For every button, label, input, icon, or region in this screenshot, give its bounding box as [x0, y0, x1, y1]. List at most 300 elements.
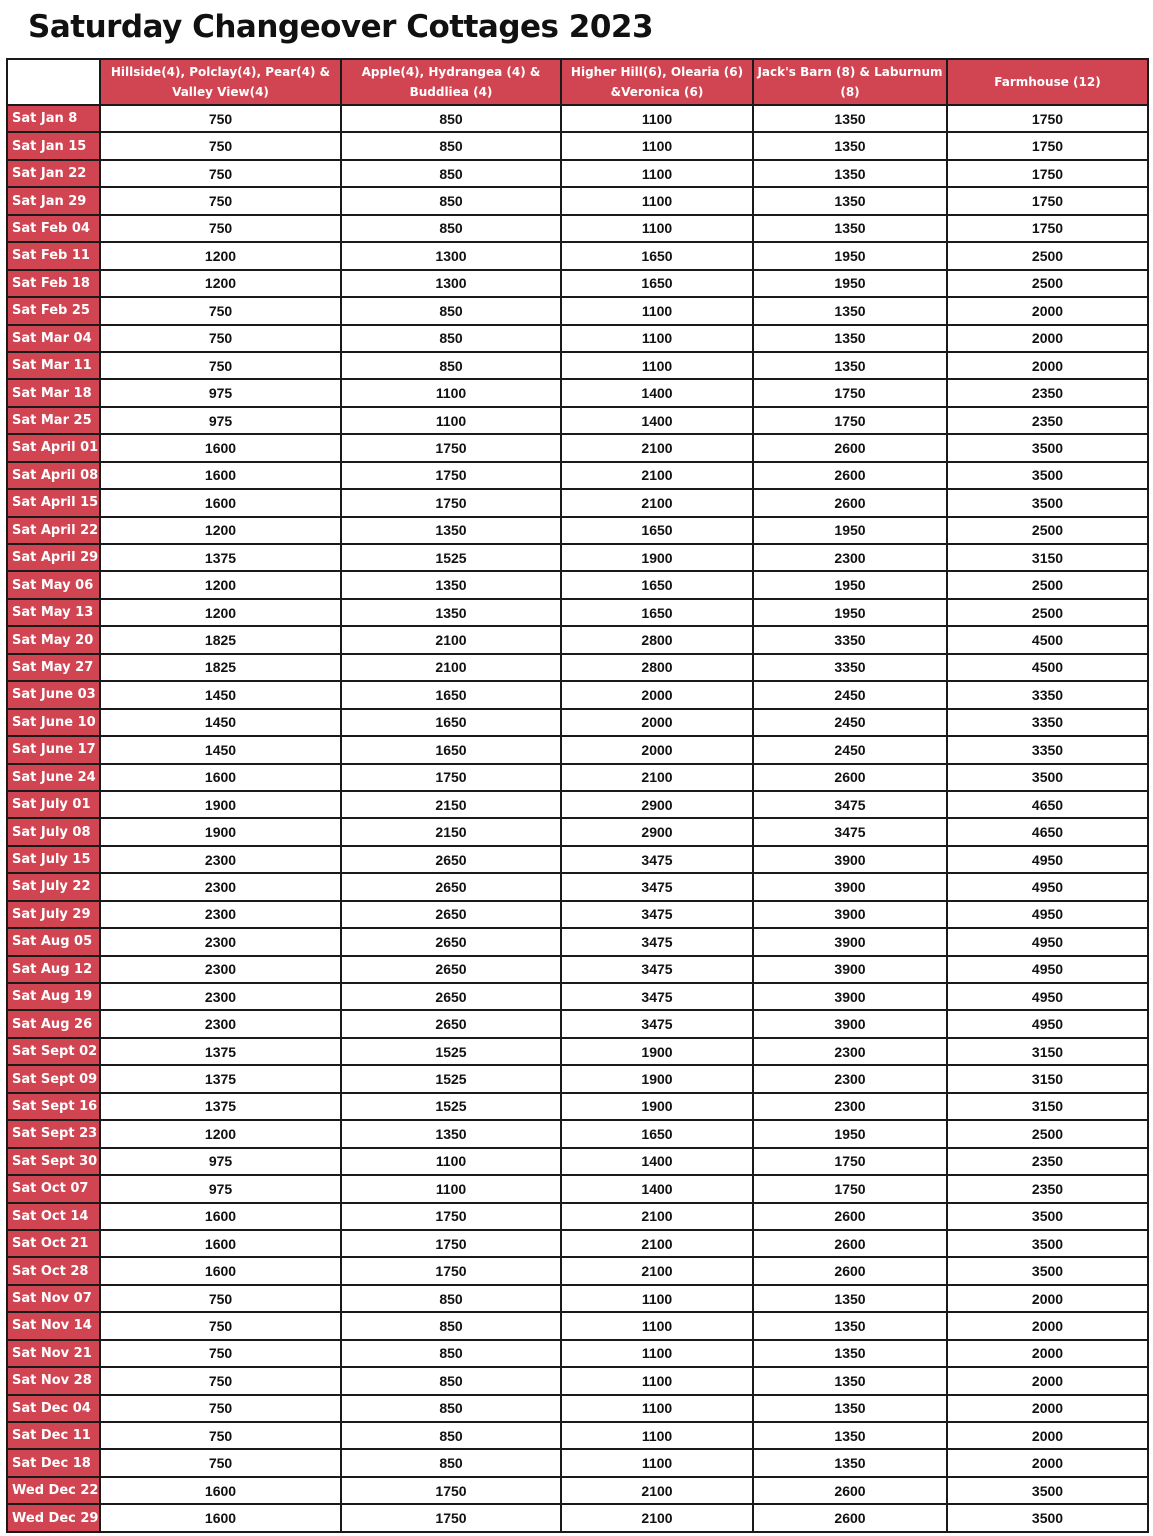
price-cell: 1350 [753, 1367, 947, 1394]
price-cell: 1100 [561, 297, 753, 324]
row-date: Sat Sept 30 [7, 1148, 100, 1175]
price-cell: 1825 [100, 654, 341, 681]
price-cell: 1750 [753, 1148, 947, 1175]
price-cell: 2650 [341, 928, 561, 955]
price-cell: 3350 [947, 709, 1148, 736]
price-cell: 3475 [753, 791, 947, 818]
price-cell: 1950 [753, 599, 947, 626]
price-cell: 750 [100, 1422, 341, 1449]
price-cell: 2000 [947, 297, 1148, 324]
row-date: Sat Feb 04 [7, 215, 100, 242]
row-date: Sat Sept 09 [7, 1065, 100, 1092]
row-date: Sat Feb 25 [7, 297, 100, 324]
table-row [7, 1449, 1148, 1476]
row-date: Sat June 03 [7, 681, 100, 708]
price-cell: 1950 [753, 1120, 947, 1147]
price-cell: 2000 [947, 1395, 1148, 1422]
row-date: Sat Mar 11 [7, 352, 100, 379]
row-date: Sat Dec 18 [7, 1449, 100, 1476]
price-cell: 850 [341, 1285, 561, 1312]
price-cell: 2600 [753, 1230, 947, 1257]
price-cell: 850 [341, 325, 561, 352]
table-row [7, 736, 1148, 763]
price-cell: 3500 [947, 1230, 1148, 1257]
price-cell: 2600 [753, 764, 947, 791]
row-date: Sat Aug 12 [7, 956, 100, 983]
price-cell: 1900 [561, 1038, 753, 1065]
row-date: Sat July 22 [7, 873, 100, 900]
table-row [7, 1395, 1148, 1422]
price-cell: 4950 [947, 846, 1148, 873]
price-cell: 2600 [753, 489, 947, 516]
price-cell: 1950 [753, 270, 947, 297]
row-date: Sat Sept 23 [7, 1120, 100, 1147]
price-cell: 3350 [753, 654, 947, 681]
row-date: Sat May 13 [7, 599, 100, 626]
price-cell: 1100 [561, 1367, 753, 1394]
price-cell: 1750 [341, 489, 561, 516]
price-cell: 1900 [561, 1093, 753, 1120]
price-cell: 2800 [561, 654, 753, 681]
price-cell: 2300 [753, 544, 947, 571]
price-cell: 1100 [561, 215, 753, 242]
row-date: Sat Mar 18 [7, 379, 100, 406]
price-cell: 2100 [341, 654, 561, 681]
row-date: Sat May 06 [7, 571, 100, 598]
row-date: Sat Jan 29 [7, 187, 100, 214]
header-row [7, 59, 1148, 105]
price-cell: 1900 [561, 1065, 753, 1092]
table-row [7, 105, 1148, 132]
price-cell: 1350 [753, 187, 947, 214]
price-cell: 1750 [341, 1203, 561, 1230]
price-cell: 1750 [947, 132, 1148, 159]
price-cell: 3900 [753, 846, 947, 873]
price-cell: 2600 [753, 1257, 947, 1284]
row-date: Sat July 29 [7, 901, 100, 928]
table-row [7, 1340, 1148, 1367]
price-cell: 1400 [561, 379, 753, 406]
price-cell: 1100 [561, 352, 753, 379]
table-row [7, 270, 1148, 297]
price-cell: 1450 [100, 681, 341, 708]
table-row [7, 681, 1148, 708]
price-cell: 2100 [561, 1477, 753, 1504]
price-cell: 3500 [947, 462, 1148, 489]
price-cell: 750 [100, 297, 341, 324]
row-date: Sat Oct 14 [7, 1203, 100, 1230]
price-cell: 1400 [561, 1148, 753, 1175]
price-cell: 1100 [561, 1312, 753, 1339]
table-row [7, 1120, 1148, 1147]
price-cell: 1100 [561, 187, 753, 214]
row-date: Sat Jan 15 [7, 132, 100, 159]
price-cell: 2000 [947, 1422, 1148, 1449]
price-cell: 1375 [100, 1065, 341, 1092]
price-cell: 3500 [947, 764, 1148, 791]
price-cell: 1450 [100, 709, 341, 736]
price-cell: 3900 [753, 956, 947, 983]
price-cell: 2600 [753, 1203, 947, 1230]
table-row [7, 599, 1148, 626]
row-date: Sat April 01 [7, 434, 100, 461]
price-cell: 850 [341, 187, 561, 214]
table-row [7, 1175, 1148, 1202]
price-cell: 750 [100, 325, 341, 352]
price-cell: 1600 [100, 1230, 341, 1257]
price-cell: 750 [100, 1312, 341, 1339]
row-date: Sat April 08 [7, 462, 100, 489]
price-cell: 2500 [947, 1120, 1148, 1147]
price-cell: 1350 [753, 1340, 947, 1367]
table-row [7, 407, 1148, 434]
price-cell: 2300 [100, 1010, 341, 1037]
table-row [7, 297, 1148, 324]
price-cell: 1350 [341, 599, 561, 626]
price-cell: 2350 [947, 1148, 1148, 1175]
price-cell: 1200 [100, 1120, 341, 1147]
price-cell: 3475 [561, 901, 753, 928]
price-cell: 2650 [341, 873, 561, 900]
price-cell: 1200 [100, 571, 341, 598]
table-row [7, 956, 1148, 983]
price-cell: 1600 [100, 1257, 341, 1284]
price-cell: 1350 [753, 352, 947, 379]
row-date: Sat Aug 05 [7, 928, 100, 955]
price-cell: 1200 [100, 599, 341, 626]
price-cell: 1375 [100, 544, 341, 571]
price-cell: 1350 [753, 1312, 947, 1339]
price-cell: 3500 [947, 1477, 1148, 1504]
price-cell: 2100 [561, 1230, 753, 1257]
table-row [7, 1367, 1148, 1394]
table-row [7, 901, 1148, 928]
price-cell: 1650 [341, 681, 561, 708]
price-cell: 750 [100, 1367, 341, 1394]
table-row [7, 1477, 1148, 1504]
price-cell: 4950 [947, 983, 1148, 1010]
row-date: Sat Oct 21 [7, 1230, 100, 1257]
table-row [7, 1148, 1148, 1175]
table-body [7, 105, 1148, 1532]
price-cell: 850 [341, 1395, 561, 1422]
price-cell: 1300 [341, 242, 561, 269]
row-date: Wed Dec 22 [7, 1477, 100, 1504]
price-cell: 1600 [100, 434, 341, 461]
price-cell: 2000 [561, 736, 753, 763]
price-cell: 850 [341, 352, 561, 379]
table-row [7, 187, 1148, 214]
price-cell: 1650 [561, 517, 753, 544]
table-row [7, 1093, 1148, 1120]
price-cell: 1100 [341, 407, 561, 434]
price-cell: 1950 [753, 517, 947, 544]
price-cell: 2350 [947, 407, 1148, 434]
row-date: Sat Nov 07 [7, 1285, 100, 1312]
row-date: Sat June 10 [7, 709, 100, 736]
price-cell: 1750 [947, 215, 1148, 242]
price-cell: 1100 [341, 379, 561, 406]
price-cell: 1600 [100, 462, 341, 489]
price-cell: 2300 [100, 983, 341, 1010]
price-cell: 1600 [100, 1504, 341, 1531]
table-row [7, 873, 1148, 900]
table-row [7, 626, 1148, 653]
row-date: Sat July 15 [7, 846, 100, 873]
price-cell: 1375 [100, 1038, 341, 1065]
price-cell: 1750 [947, 105, 1148, 132]
price-cell: 2650 [341, 983, 561, 1010]
price-cell: 750 [100, 1449, 341, 1476]
table-row [7, 571, 1148, 598]
row-date: Sat July 08 [7, 818, 100, 845]
row-date: Sat Jan 22 [7, 160, 100, 187]
price-cell: 2500 [947, 571, 1148, 598]
price-cell: 3475 [561, 873, 753, 900]
price-cell: 1350 [753, 105, 947, 132]
table-row [7, 160, 1148, 187]
row-date: Sat April 29 [7, 544, 100, 571]
price-cell: 1100 [341, 1175, 561, 1202]
price-cell: 850 [341, 297, 561, 324]
table-row [7, 1230, 1148, 1257]
price-cell: 2100 [561, 1504, 753, 1531]
price-cell: 1350 [753, 1449, 947, 1476]
price-cell: 1750 [341, 462, 561, 489]
row-date: Sat Aug 19 [7, 983, 100, 1010]
table-row [7, 846, 1148, 873]
price-cell: 2300 [100, 873, 341, 900]
price-cell: 1350 [753, 297, 947, 324]
price-cell: 1350 [341, 1120, 561, 1147]
price-cell: 2350 [947, 379, 1148, 406]
price-cell: 2100 [561, 434, 753, 461]
price-cell: 2100 [561, 1203, 753, 1230]
row-date: Sat Oct 28 [7, 1257, 100, 1284]
price-cell: 1350 [753, 160, 947, 187]
price-cell: 1100 [341, 1148, 561, 1175]
price-cell: 850 [341, 1449, 561, 1476]
row-date: Wed Dec 29 [7, 1504, 100, 1531]
price-cell: 3475 [561, 1010, 753, 1037]
price-cell: 4650 [947, 791, 1148, 818]
price-cell: 750 [100, 1285, 341, 1312]
price-cell: 3475 [561, 928, 753, 955]
price-cell: 3500 [947, 1504, 1148, 1531]
table-row [7, 791, 1148, 818]
price-cell: 975 [100, 379, 341, 406]
price-cell: 3150 [947, 1065, 1148, 1092]
price-cell: 2300 [100, 901, 341, 928]
row-date: Sat May 20 [7, 626, 100, 653]
price-cell: 1650 [561, 242, 753, 269]
price-cell: 850 [341, 1340, 561, 1367]
price-cell: 1100 [561, 1449, 753, 1476]
price-cell: 2650 [341, 956, 561, 983]
price-cell: 1900 [100, 791, 341, 818]
price-cell: 3475 [753, 818, 947, 845]
price-cell: 3500 [947, 434, 1148, 461]
table-row [7, 352, 1148, 379]
row-date: Sat Oct 07 [7, 1175, 100, 1202]
price-cell: 2000 [561, 709, 753, 736]
price-cell: 1100 [561, 105, 753, 132]
price-cell: 2650 [341, 901, 561, 928]
price-cell: 1100 [561, 1422, 753, 1449]
price-cell: 4950 [947, 901, 1148, 928]
price-cell: 1750 [341, 1230, 561, 1257]
price-cell: 1100 [561, 1285, 753, 1312]
price-cell: 4950 [947, 928, 1148, 955]
price-cell: 2000 [947, 352, 1148, 379]
column-header: Higher Hill(6), Olearia (6) &Veronica (6) [561, 59, 753, 105]
price-cell: 3150 [947, 1038, 1148, 1065]
row-date: Sat June 24 [7, 764, 100, 791]
price-cell: 1100 [561, 160, 753, 187]
price-cell: 2450 [753, 736, 947, 763]
price-cell: 1350 [753, 132, 947, 159]
row-date: Sat May 27 [7, 654, 100, 681]
row-date: Sat April 22 [7, 517, 100, 544]
row-date: Sat Sept 02 [7, 1038, 100, 1065]
price-cell: 2100 [561, 1257, 753, 1284]
table-row [7, 983, 1148, 1010]
table-row [7, 462, 1148, 489]
price-cell: 750 [100, 352, 341, 379]
price-cell: 1750 [341, 764, 561, 791]
row-date: Sat July 01 [7, 791, 100, 818]
price-cell: 1750 [341, 1257, 561, 1284]
price-cell: 3475 [561, 983, 753, 1010]
price-cell: 2650 [341, 846, 561, 873]
table-row [7, 1010, 1148, 1037]
price-cell: 2100 [561, 489, 753, 516]
table-row [7, 654, 1148, 681]
row-date: Sat Mar 25 [7, 407, 100, 434]
table-row [7, 379, 1148, 406]
price-cell: 2600 [753, 1504, 947, 1531]
table-row [7, 818, 1148, 845]
table-row [7, 1065, 1148, 1092]
price-cell: 1750 [947, 187, 1148, 214]
price-cell: 750 [100, 105, 341, 132]
column-header: Apple(4), Hydrangea (4) & Buddliea (4) [341, 59, 561, 105]
table-row [7, 242, 1148, 269]
price-cell: 3900 [753, 1010, 947, 1037]
row-date: Sat Feb 18 [7, 270, 100, 297]
price-cell: 4950 [947, 873, 1148, 900]
price-cell: 1650 [561, 1120, 753, 1147]
row-date: Sat June 17 [7, 736, 100, 763]
row-date: Sat Nov 14 [7, 1312, 100, 1339]
price-cell: 1200 [100, 517, 341, 544]
price-cell: 3350 [753, 626, 947, 653]
corner-cell [7, 59, 100, 105]
price-cell: 1200 [100, 242, 341, 269]
price-cell: 2350 [947, 1175, 1148, 1202]
price-cell: 975 [100, 407, 341, 434]
price-cell: 3500 [947, 1203, 1148, 1230]
row-date: Sat Jan 8 [7, 105, 100, 132]
price-cell: 1100 [561, 1395, 753, 1422]
price-cell: 3900 [753, 983, 947, 1010]
price-cell: 2150 [341, 791, 561, 818]
price-cell: 3150 [947, 544, 1148, 571]
price-cell: 1650 [561, 270, 753, 297]
price-cell: 1350 [753, 215, 947, 242]
price-cell: 1350 [341, 571, 561, 598]
price-cell: 4500 [947, 654, 1148, 681]
price-cell: 2300 [753, 1093, 947, 1120]
price-cell: 3900 [753, 901, 947, 928]
price-cell: 2300 [100, 846, 341, 873]
price-cell: 2500 [947, 270, 1148, 297]
price-cell: 1750 [947, 160, 1148, 187]
row-date: Sat Mar 04 [7, 325, 100, 352]
price-cell: 1525 [341, 544, 561, 571]
price-cell: 1600 [100, 489, 341, 516]
price-cell: 1525 [341, 1038, 561, 1065]
price-cell: 1750 [753, 407, 947, 434]
price-cell: 750 [100, 215, 341, 242]
table-row [7, 1285, 1148, 1312]
price-cell: 3350 [947, 736, 1148, 763]
row-date: Sat Nov 21 [7, 1340, 100, 1367]
price-cell: 1950 [753, 242, 947, 269]
price-cell: 850 [341, 132, 561, 159]
price-cell: 750 [100, 1340, 341, 1367]
price-cell: 3500 [947, 489, 1148, 516]
row-date: Sat Sept 16 [7, 1093, 100, 1120]
price-cell: 3475 [561, 956, 753, 983]
table-row [7, 434, 1148, 461]
price-cell: 1750 [341, 1477, 561, 1504]
price-cell: 750 [100, 160, 341, 187]
price-cell: 2000 [947, 1449, 1148, 1476]
table-row [7, 517, 1148, 544]
price-cell: 750 [100, 132, 341, 159]
price-cell: 2600 [753, 462, 947, 489]
price-cell: 3475 [561, 846, 753, 873]
price-cell: 1650 [341, 736, 561, 763]
price-cell: 1100 [561, 1340, 753, 1367]
price-cell: 2300 [753, 1065, 947, 1092]
price-cell: 975 [100, 1175, 341, 1202]
price-cell: 1950 [753, 571, 947, 598]
price-cell: 1525 [341, 1093, 561, 1120]
price-cell: 2150 [341, 818, 561, 845]
row-date: Sat Aug 26 [7, 1010, 100, 1037]
table-row [7, 764, 1148, 791]
price-cell: 1650 [341, 709, 561, 736]
price-cell: 1300 [341, 270, 561, 297]
row-date: Sat Dec 04 [7, 1395, 100, 1422]
price-cell: 2300 [100, 956, 341, 983]
price-cell: 2500 [947, 242, 1148, 269]
page-title: Saturday Changeover Cottages 2023 [28, 9, 654, 45]
price-cell: 1825 [100, 626, 341, 653]
table-row [7, 709, 1148, 736]
price-cell: 1750 [341, 1504, 561, 1531]
price-cell: 2450 [753, 709, 947, 736]
price-cell: 1400 [561, 407, 753, 434]
price-cell: 2000 [947, 1367, 1148, 1394]
price-cell: 3900 [753, 928, 947, 955]
price-cell: 3150 [947, 1093, 1148, 1120]
price-cell: 1100 [561, 132, 753, 159]
column-header: Farmhouse (12) [947, 59, 1148, 105]
price-cell: 1350 [753, 1285, 947, 1312]
